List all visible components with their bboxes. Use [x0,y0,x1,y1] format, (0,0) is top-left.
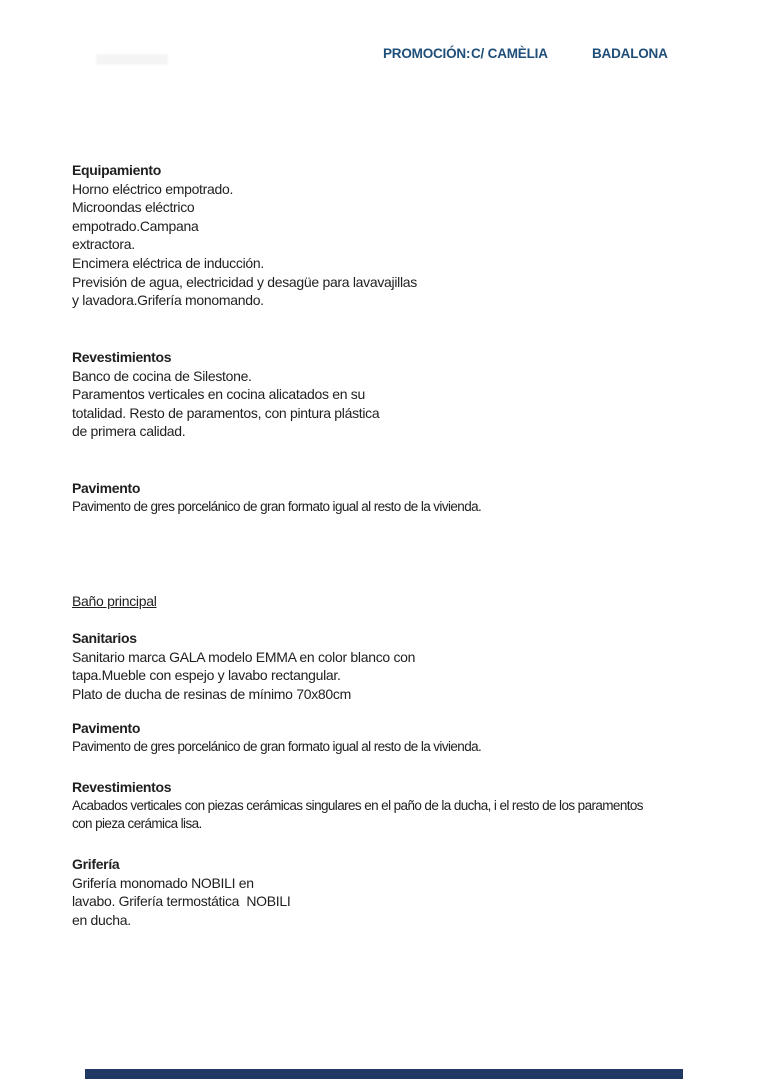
section-griferia [72,855,732,929]
section-revestimientos-cocina [72,348,732,441]
text-line: tapa.Mueble con espejo y lavabo rectangular. [72,667,341,684]
section-pavimento-cocina [72,479,732,516]
header-city: BADALONA [592,46,668,61]
text-line: Horno eléctrico empotrado. [72,180,234,197]
text-line: Plato de ducha de resinas de mínimo 70x80cm [72,685,351,702]
text-line: lavabo. Grifería termostática NOBILI [72,893,291,910]
text-line: Microondas eléctrico [72,199,195,216]
section-heading: Sanitarios [72,630,137,646]
header-street: C/ CAMÈLIA [471,46,548,61]
text-line: en ducha. [72,911,131,928]
text-line: Grifería monomado NOBILI en [72,874,254,891]
text-line: Encimera eléctrica de inducción. [72,254,264,271]
text-line: Pavimento de gres porcelánico de gran formato igual al resto de la vivienda. [72,738,482,754]
section-heading: Grifería [72,856,120,872]
section-sanitarios [72,629,732,703]
text-line: Paramentos verticales en cocina alicatados en su [72,386,365,403]
text-line: Pavimento de gres porcelánico de gran formato igual al resto de la vivienda. [72,498,482,514]
section-equipamiento [72,161,732,310]
section-revestimientos-bano [72,778,732,834]
section-heading: Pavimento [72,720,141,736]
text-line: de primera calidad. [72,423,186,440]
text-line: Acabados verticales con piezas cerámicas singulares en el paño de la ducha, i el resto de los paramentos [72,797,643,813]
text-line: Previsión de agua, electricidad y desagüe para lavavajillas [72,273,417,290]
text-line: Sanitario marca GALA modelo EMMA en color blanco con [72,648,416,665]
text-line: empotrado.Campana [72,217,199,234]
underlined-title: Baño principal [72,593,157,609]
text-line: con pieza cerámica lisa. [72,816,202,832]
text-line: y lavadora.Grifería monomando. [72,292,264,309]
section-heading: Revestimientos [72,349,172,365]
section-heading: Revestimientos [72,779,172,795]
footer-accent-bar [85,1069,683,1079]
section-heading: Pavimento [72,480,141,496]
text-line: extractora. [72,236,135,253]
section-heading: Equipamiento [72,162,161,178]
text-line: totalidad. Resto de paramentos, con pintura plástica [72,404,380,421]
header-promo-label: PROMOCIÓN: [383,46,471,61]
bathroom-section-title [72,592,732,611]
section-pavimento-bano [72,719,732,756]
text-line: Banco de cocina de Silestone. [72,367,252,384]
faint-logo-mark [96,54,168,65]
